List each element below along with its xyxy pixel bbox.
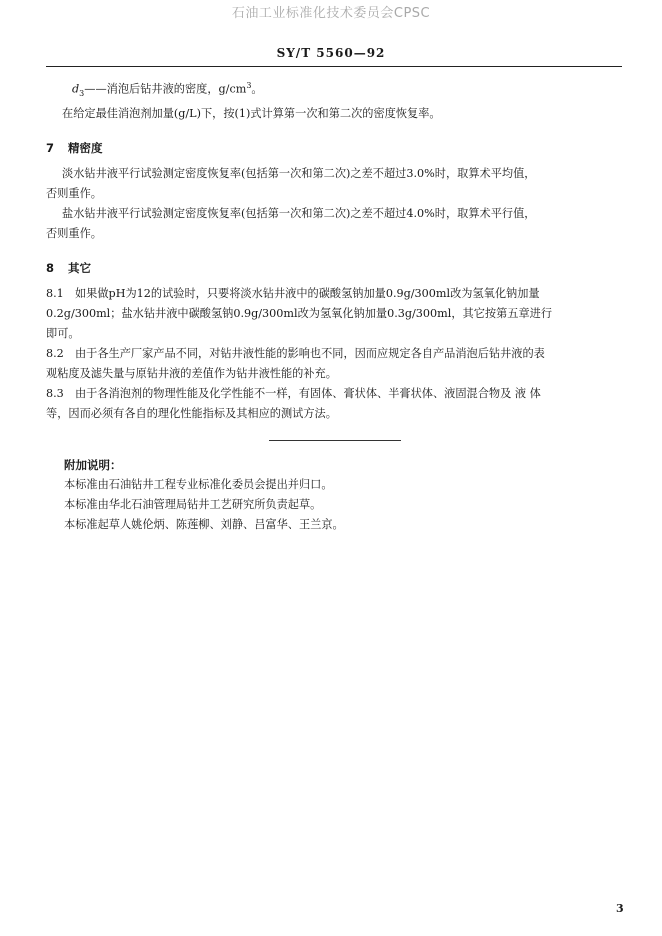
clause-8-2-line2: 观粘度及滤失量与原钻井液的差值作为钻井液性能的补充。 xyxy=(46,366,337,380)
calculation-instruction: 在给定最佳消泡剂加量(g/L)下，按(1)式计算第一次和第二次的密度恢复率。 xyxy=(62,106,441,120)
appendix-line-1: 本标准由石油钻井工程专业标准化委员会提出并归口。 xyxy=(64,477,333,491)
clause-8-2-line1: 8.2 由于各生产厂家产品不同，对钻井液性能的影响也不同，因而应规定各自产品消泡后钻井液的表 xyxy=(46,346,545,360)
precision-saltwater-line1: 盐水钻井液平行试验测定密度恢复率(包括第一次和第二次)之差不超过4.0%时，取算术平行值， xyxy=(62,206,536,220)
clause-8-3-line2: 等，因而必须有各自的理化性能指标及其相应的测试方法。 xyxy=(46,406,337,420)
section-7-title: 精密度 xyxy=(68,140,103,155)
appendix-title: 附加说明： xyxy=(64,457,122,472)
document-body xyxy=(46,76,624,535)
clause-8-1-line2: 0.2g/300ml；盐水钻井液中碳酸氢钠0.9g/300ml改为氢氧化钠加量0.3g/300ml，其它按第五章进行 xyxy=(46,306,553,320)
precision-saltwater-line2: 否则重作。 xyxy=(46,226,102,240)
precision-freshwater-line1: 淡水钻井液平行试验测定密度恢复率(包括第一次和第二次)之差不超过3.0%时，取算术平均值， xyxy=(62,166,536,180)
section-8-title: 其它 xyxy=(68,260,91,275)
density-symbol: d xyxy=(72,82,80,96)
density-subscript: 3 xyxy=(79,88,85,98)
section-8-heading xyxy=(46,258,624,278)
clause-8-1-line3: 即可。 xyxy=(46,326,80,340)
precision-freshwater-line2: 否则重作。 xyxy=(46,186,102,200)
appendix-line-2: 本标准由华北石油管理局钻井工艺研究所负责起草。 xyxy=(64,497,322,511)
watermark-text: 石油工业标准化技术委员会CPSC xyxy=(231,6,431,21)
definition-text: ——消泡后钻井液的密度，g/cm xyxy=(84,82,247,96)
clause-8-1-line1: 8.1 如果做pH为12的试验时，只要将淡水钻井液中的碳酸氢钠加量0.9g/300ml改为氢氧化钠加量 xyxy=(46,286,540,300)
header-divider xyxy=(46,66,622,67)
section-7-heading xyxy=(46,138,624,158)
section-8-number: 8 xyxy=(46,260,55,275)
clause-8-3-line1: 8.3 由于各消泡剂的物理性能及化学性能不一样，有固体、膏状体、半膏状体、液固混合物及 液 体 xyxy=(46,386,541,400)
standard-number-header: SY/T 5560—92 xyxy=(276,46,386,60)
appendix-notes xyxy=(46,455,624,535)
section-7-number: 7 xyxy=(46,140,55,155)
page-number: 3 xyxy=(616,902,624,915)
variable-definition xyxy=(46,76,624,104)
appendix-line-3: 本标准起草人姚伦炳、陈莲柳、刘静、吕富华、王兰京。 xyxy=(64,517,344,531)
definition-end: 。 xyxy=(251,82,263,96)
section-separator xyxy=(269,440,401,441)
unit-superscript: 3 xyxy=(246,81,252,90)
